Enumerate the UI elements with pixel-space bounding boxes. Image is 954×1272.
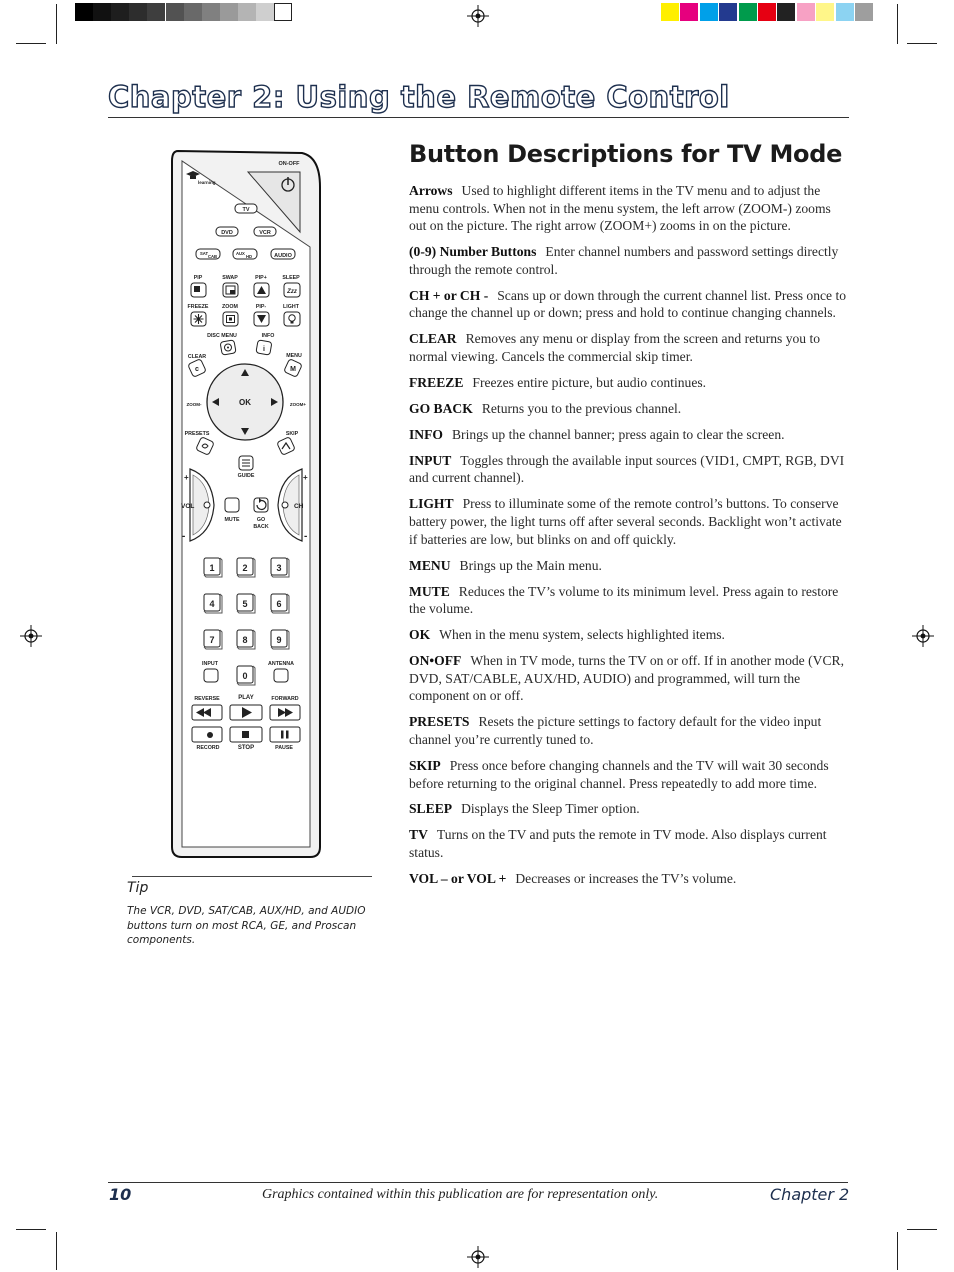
svg-text:2: 2	[242, 563, 248, 573]
description-number-buttons	[409, 243, 847, 278]
svg-text:VCR: VCR	[259, 230, 271, 236]
skip-label: SKIP	[285, 431, 299, 437]
digit-button[interactable]	[237, 558, 255, 577]
grayscale-swatch	[256, 3, 274, 21]
description-presets	[409, 713, 847, 748]
color-swatch	[739, 3, 757, 21]
grayscale-swatch	[220, 3, 238, 21]
presets-label: PRESETS	[184, 431, 210, 437]
digit-button[interactable]	[271, 594, 289, 613]
color-swatch	[680, 3, 698, 21]
description-term: LIGHT	[409, 496, 454, 512]
description-arrows	[409, 182, 847, 235]
info-button[interactable]	[256, 340, 272, 355]
description-text: Reduces the TV’s volume to its minimum level. Press again to restore the volume.	[409, 583, 839, 617]
description-text: Used to highlight different items in the TV menu and to adjust the menu controls. When not in the menu system, the left arrow (ZOOM-) zooms out on the picture. The right arrow (ZOOM+) zooms in on the picture.	[409, 183, 831, 234]
svg-text:4: 4	[209, 599, 215, 609]
pip-button[interactable]	[191, 283, 206, 297]
description-term: MUTE	[409, 583, 450, 599]
svg-text:M: M	[290, 366, 296, 373]
input-button[interactable]	[204, 669, 218, 682]
crop-mark	[907, 43, 937, 44]
svg-text:SAT: SAT	[200, 251, 209, 256]
description-text: Displays the Sleep Timer option.	[461, 801, 640, 817]
svg-text:7: 7	[209, 635, 215, 645]
ch-minus-label: -	[304, 531, 308, 542]
color-swatch	[855, 3, 873, 21]
forward-label: FORWARD	[271, 696, 299, 702]
description-vol	[409, 870, 847, 888]
ch-label: CH	[294, 503, 304, 510]
pip-label: PIP	[193, 275, 203, 281]
description-text: When in the menu system, selects highlighted items.	[439, 627, 725, 643]
description-text: Press once before changing channels and the TV will wait 30 seconds before returning to the original channel. Press repeatedly to add more time.	[409, 757, 829, 791]
tip-title: Tip	[127, 880, 149, 896]
description-term: OK	[409, 627, 431, 643]
color-swatch	[816, 3, 834, 21]
description-term: INFO	[409, 426, 443, 442]
description-term: VOL – or VOL +	[409, 871, 507, 887]
svg-text:AUX: AUX	[236, 251, 245, 256]
tv-button[interactable]	[235, 204, 257, 213]
description-text: Decreases or increases the TV’s volume.	[515, 871, 737, 887]
grayscale-swatch	[274, 3, 292, 21]
guide-label: GUIDE	[237, 473, 255, 479]
zoom-plus-label: ZOOM+	[289, 402, 307, 407]
description-skip	[409, 757, 847, 792]
footer-note: Graphics contained within this publication are for representation only.	[262, 1187, 659, 1202]
pip-minus-label: PIP-	[255, 304, 267, 310]
description-sleep	[409, 800, 847, 818]
description-text: Freezes entire picture, but audio continues.	[472, 374, 707, 390]
crop-mark	[16, 1229, 46, 1230]
crop-mark	[56, 1232, 57, 1270]
svg-text:3: 3	[276, 563, 282, 573]
description-term: MENU	[409, 557, 451, 573]
digit-button[interactable]	[271, 558, 289, 577]
record-button[interactable]	[192, 727, 222, 742]
description-text: Returns you to the previous channel.	[481, 400, 682, 416]
description-text: Brings up the channel banner; press again to clear the screen.	[451, 426, 785, 442]
zoom-button[interactable]	[223, 312, 238, 326]
registration-mark-icon	[20, 625, 42, 647]
grayscale-swatch	[166, 3, 184, 21]
svg-text:AUDIO: AUDIO	[274, 253, 292, 259]
ch-plus-label: +	[303, 473, 308, 482]
description-term: Arrows	[409, 183, 453, 198]
color-swatch	[797, 3, 815, 21]
digit-button[interactable]	[271, 630, 289, 649]
description-term: FREEZE	[409, 374, 464, 390]
description-term: CLEAR	[409, 331, 457, 347]
stop-label: STOP	[237, 745, 255, 751]
pip-plus-button[interactable]	[254, 283, 269, 297]
color-swatch	[836, 3, 854, 21]
description-text: Brings up the Main menu.	[459, 557, 602, 573]
vol-minus-label: -	[182, 531, 186, 542]
description-menu	[409, 557, 847, 575]
crop-mark	[56, 4, 57, 44]
svg-text:DVD: DVD	[221, 230, 233, 236]
color-swatch	[719, 3, 737, 21]
svg-text:0: 0	[242, 671, 248, 681]
antenna-label: ANTENNA	[268, 661, 294, 667]
svg-text:6: 6	[276, 599, 282, 609]
pip-minus-button[interactable]	[254, 312, 269, 326]
vol-label: VOL	[181, 503, 195, 510]
description-mute	[409, 583, 847, 618]
light-label: LIGHT	[283, 304, 299, 310]
description-term: SLEEP	[409, 801, 453, 817]
play-button[interactable]	[230, 705, 262, 720]
description-input	[409, 452, 847, 487]
menu-label: MENU	[286, 353, 302, 359]
ok-label: OK	[239, 398, 251, 407]
description-term: TV	[409, 827, 428, 843]
svg-text:5: 5	[242, 599, 248, 609]
description-term: CH + or CH -	[409, 287, 489, 303]
antenna-button[interactable]	[274, 669, 288, 682]
pause-label: PAUSE	[275, 745, 293, 751]
description-text: Enter channel numbers and password settings directly through the remote control.	[409, 244, 839, 277]
svg-text:c: c	[195, 366, 199, 373]
audio-button[interactable]	[271, 249, 295, 259]
record-label: RECORD	[196, 745, 220, 751]
description-light	[409, 495, 847, 548]
description-term: SKIP	[409, 757, 441, 773]
zoom-label: ZOOM	[222, 304, 238, 310]
color-swatch	[758, 3, 776, 21]
description-info	[409, 426, 847, 444]
digit-zero-button[interactable]	[237, 666, 255, 685]
disc-menu-label: DISC MENU	[207, 333, 237, 339]
clear-label: CLEAR	[187, 354, 207, 360]
description-text: Turns on the TV and puts the remote in TV mode. Also displays current status.	[409, 827, 827, 861]
svg-text:CAB: CAB	[208, 254, 218, 259]
go-back-button[interactable]	[254, 498, 268, 512]
grayscale-swatch	[147, 3, 165, 21]
crop-mark	[897, 1232, 898, 1270]
light-button[interactable]	[284, 312, 300, 326]
crop-mark	[907, 1229, 937, 1230]
zoom-minus-label: ZOOM-	[186, 402, 202, 407]
grayscale-swatch	[75, 3, 93, 21]
digit-button[interactable]	[237, 630, 255, 649]
grayscale-swatch	[129, 3, 147, 21]
digit-button[interactable]	[204, 558, 222, 577]
svg-text:9: 9	[276, 635, 282, 645]
digit-button[interactable]	[204, 594, 222, 613]
description-term: GO BACK	[409, 400, 473, 416]
description-text: When in TV mode, turns the TV on or off. If in another mode (VCR, DVD, SAT/CABLE, AUX/HD, AUDIO) and programmed, will turn the component on or off.	[409, 653, 844, 704]
svg-text:HD: HD	[246, 254, 253, 259]
description-text: Toggles through the available input sources (VID1, CMPT, RGB, DVI and current channel).	[409, 452, 845, 486]
page-number: 10	[109, 1185, 132, 1204]
reverse-button[interactable]	[192, 705, 222, 720]
guide-button[interactable]	[239, 456, 253, 470]
crop-mark	[897, 4, 898, 44]
reverse-label: REVERSE	[194, 696, 220, 702]
svg-text:Zzz: Zzz	[287, 289, 297, 295]
tip-divider	[132, 876, 372, 877]
footer-divider	[108, 1182, 848, 1183]
description-text: Resets the picture settings to factory default for the video input channel you’re currently tuned to.	[409, 714, 822, 747]
grayscale-swatch	[202, 3, 220, 21]
disc-menu-button[interactable]	[220, 340, 236, 355]
grayscale-swatch	[93, 3, 111, 21]
crop-mark	[16, 43, 46, 44]
tip-text: The VCR, DVD, SAT/CAB, AUX/HD, and AUDIO buttons turn on most RCA, GE, and Proscan components.	[127, 905, 366, 947]
play-label: PLAY	[238, 695, 254, 701]
section-title: Button Descriptions for TV Mode	[409, 140, 843, 168]
description-on-off	[409, 652, 847, 705]
grayscale-swatch	[238, 3, 256, 21]
grayscale-swatch	[184, 3, 202, 21]
description-term: ON•OFF	[409, 653, 462, 669]
registration-mark-icon	[912, 625, 934, 647]
sat-cab-button[interactable]	[196, 249, 220, 259]
grayscale-swatch	[111, 3, 129, 21]
learning-label: learning	[198, 180, 216, 185]
svg-text:1: 1	[209, 563, 215, 573]
swap-label: SWAP	[222, 275, 238, 281]
description-freeze	[409, 374, 847, 392]
aux-hd-button[interactable]	[233, 249, 257, 259]
button-description-list	[409, 182, 847, 896]
color-swatch	[777, 3, 795, 21]
color-swatch	[700, 3, 718, 21]
dvd-button[interactable]	[216, 227, 238, 236]
footer-chapter: Chapter 2	[770, 1185, 850, 1204]
vol-plus-label: +	[184, 473, 189, 482]
vcr-button[interactable]	[254, 227, 276, 236]
mute-label: MUTE	[224, 517, 240, 523]
color-swatch	[661, 3, 679, 21]
go-label: GO	[256, 517, 266, 523]
digit-button[interactable]	[237, 594, 255, 613]
description-go-back	[409, 400, 847, 418]
description-text: Scans up or down through the current channel list. Press once to change the channel up or down; press and hold to continue changing channels.	[409, 287, 847, 321]
pip-plus-label: PIP+	[255, 275, 267, 281]
header-divider	[108, 117, 849, 118]
forward-button[interactable]	[270, 705, 300, 720]
description-term: INPUT	[409, 452, 452, 468]
description-tv	[409, 826, 847, 861]
sleep-button[interactable]	[284, 283, 300, 297]
sleep-label: SLEEP	[282, 275, 300, 281]
description-term: (0-9) Number Buttons	[409, 244, 537, 260]
digit-button[interactable]	[204, 630, 222, 649]
input-label: INPUT	[202, 661, 218, 667]
pause-button[interactable]	[270, 727, 300, 742]
registration-mark-icon	[467, 5, 489, 27]
on-off-label: ON-OFF	[278, 161, 300, 167]
back-label: BACK	[253, 524, 269, 530]
remote-control-illustration	[168, 147, 324, 859]
description-text: Removes any menu or display from the screen and returns you to normal viewing. Cancels the commercial skip timer.	[409, 331, 821, 364]
freeze-label: FREEZE	[187, 304, 209, 310]
description-text: Press to illuminate some of the remote control’s buttons. To conserve battery power, the light turns off after several seconds. Backlight won’t activate if batteries are low, but blinks on and off quickly.	[409, 496, 842, 547]
registration-mark-icon	[467, 1246, 489, 1268]
stop-button[interactable]	[230, 727, 262, 742]
svg-text:i: i	[263, 346, 265, 353]
freeze-button[interactable]	[191, 312, 206, 326]
chapter-title: Chapter 2: Using the Remote Control	[108, 80, 730, 114]
mute-button[interactable]	[225, 498, 239, 512]
description-term: PRESETS	[409, 714, 470, 730]
swap-button[interactable]	[223, 283, 238, 297]
info-label: INFO	[261, 333, 275, 339]
description-ok	[409, 626, 847, 644]
svg-text:8: 8	[242, 635, 248, 645]
description-clear	[409, 330, 847, 365]
number-pad[interactable]	[204, 558, 289, 649]
svg-text:TV: TV	[242, 207, 250, 213]
description-ch	[409, 287, 847, 322]
